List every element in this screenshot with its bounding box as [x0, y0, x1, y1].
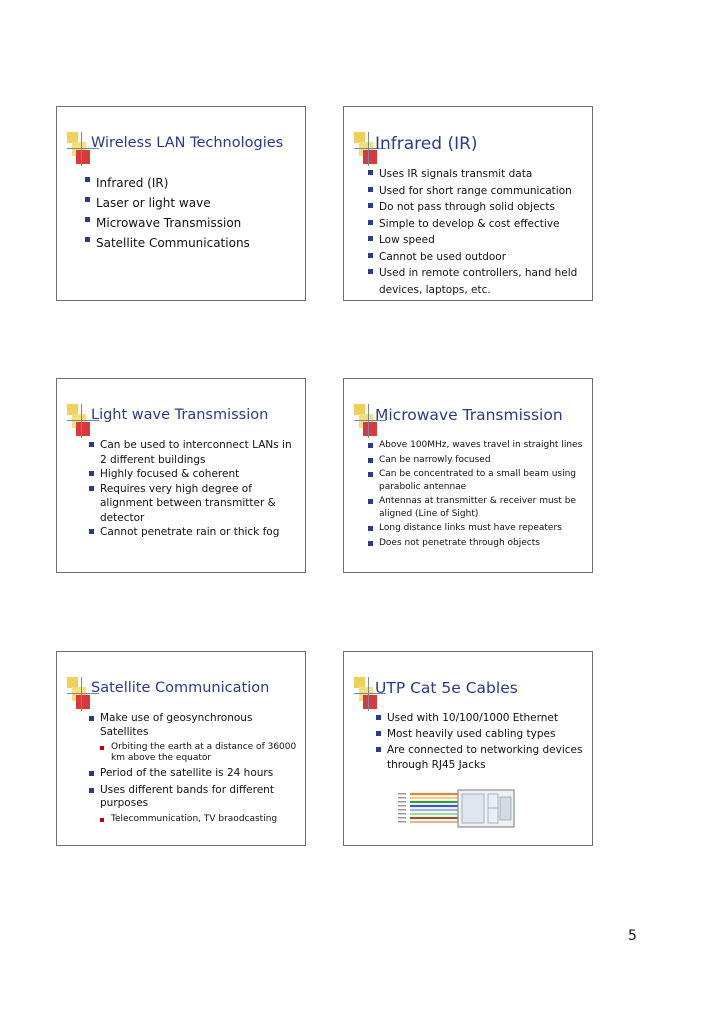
rj45-cable-icon: [396, 788, 516, 830]
bullet-item: Requires very high degree of alignment between transmitter & detector: [89, 482, 299, 526]
bullet-item: Period of the satellite is 24 hours: [89, 767, 299, 781]
slide-title: Satellite Communication: [91, 680, 270, 696]
bullet-item: Infrared (IR): [85, 173, 299, 193]
slide-title: Light wave Transmission: [91, 407, 269, 423]
bullet-item: Can be narrowly focused: [368, 454, 586, 467]
bullet-item: Microwave Transmission: [85, 213, 299, 233]
bullet-item: Low speed: [368, 232, 586, 249]
bullet-item: Used for short range communication: [368, 183, 586, 200]
bullet-item: Antennas at transmitter & receiver must be aligned (Line of Sight): [368, 495, 586, 520]
bullet-item: Above 100MHz, waves travel in straight lines: [368, 439, 586, 452]
page-number: 5: [628, 928, 637, 944]
sub-bullet-item: Orbiting the earth at a distance of 36000 km above the equator: [100, 742, 299, 764]
bullet-item: Do not pass through solid objects: [368, 199, 586, 216]
bullet-item: Are connected to networking devices through RJ45 Jacks: [376, 743, 586, 773]
slide-microwave: [343, 378, 593, 573]
slide-infrared: [343, 106, 593, 301]
bullet-item: Cannot penetrate rain or thick fog: [89, 525, 299, 540]
bullet-item: Does not penetrate through objects: [368, 537, 586, 550]
slide-wireless-lan: [56, 106, 306, 301]
bullet-item: Laser or light wave: [85, 193, 299, 213]
bullet-item: Uses different bands for different purposes: [89, 784, 299, 811]
slide-title: UTP Cat 5e Cables: [375, 679, 518, 697]
bullet-item: Long distance links must have repeaters: [368, 522, 586, 535]
bullet-item: Cannot be used outdoor: [368, 249, 586, 266]
slide-title: Microwave Transmission: [375, 406, 563, 424]
slide-utp-cables: [343, 651, 593, 846]
slide-satellite: [56, 651, 306, 846]
bullet-item: Can be concentrated to a small beam using parabolic antennae: [368, 468, 586, 493]
bullet-item: Uses IR signals transmit data: [368, 166, 586, 183]
slide-title: Infrared (IR): [375, 134, 478, 154]
bullet-item: Used in remote controllers, hand held devices, laptops, etc.: [368, 265, 586, 298]
bullet-item: Can be used to interconnect LANs in 2 different buildings: [89, 438, 299, 467]
slide-title: Wireless LAN Technologies: [91, 135, 284, 151]
bullet-item: Simple to develop & cost effective: [368, 216, 586, 233]
bullet-item: Highly focused & coherent: [89, 467, 299, 482]
slide-light-wave: [56, 378, 306, 573]
sub-bullet-item: Telecommunication, TV braodcasting: [100, 814, 299, 825]
bullet-item: Satellite Communications: [85, 233, 299, 253]
bullet-item: Make use of geosynchronous Satellites: [89, 712, 299, 739]
bullet-item: Most heavily used cabling types: [376, 727, 586, 742]
bullet-item: Used with 10/100/1000 Ethernet: [376, 711, 586, 726]
